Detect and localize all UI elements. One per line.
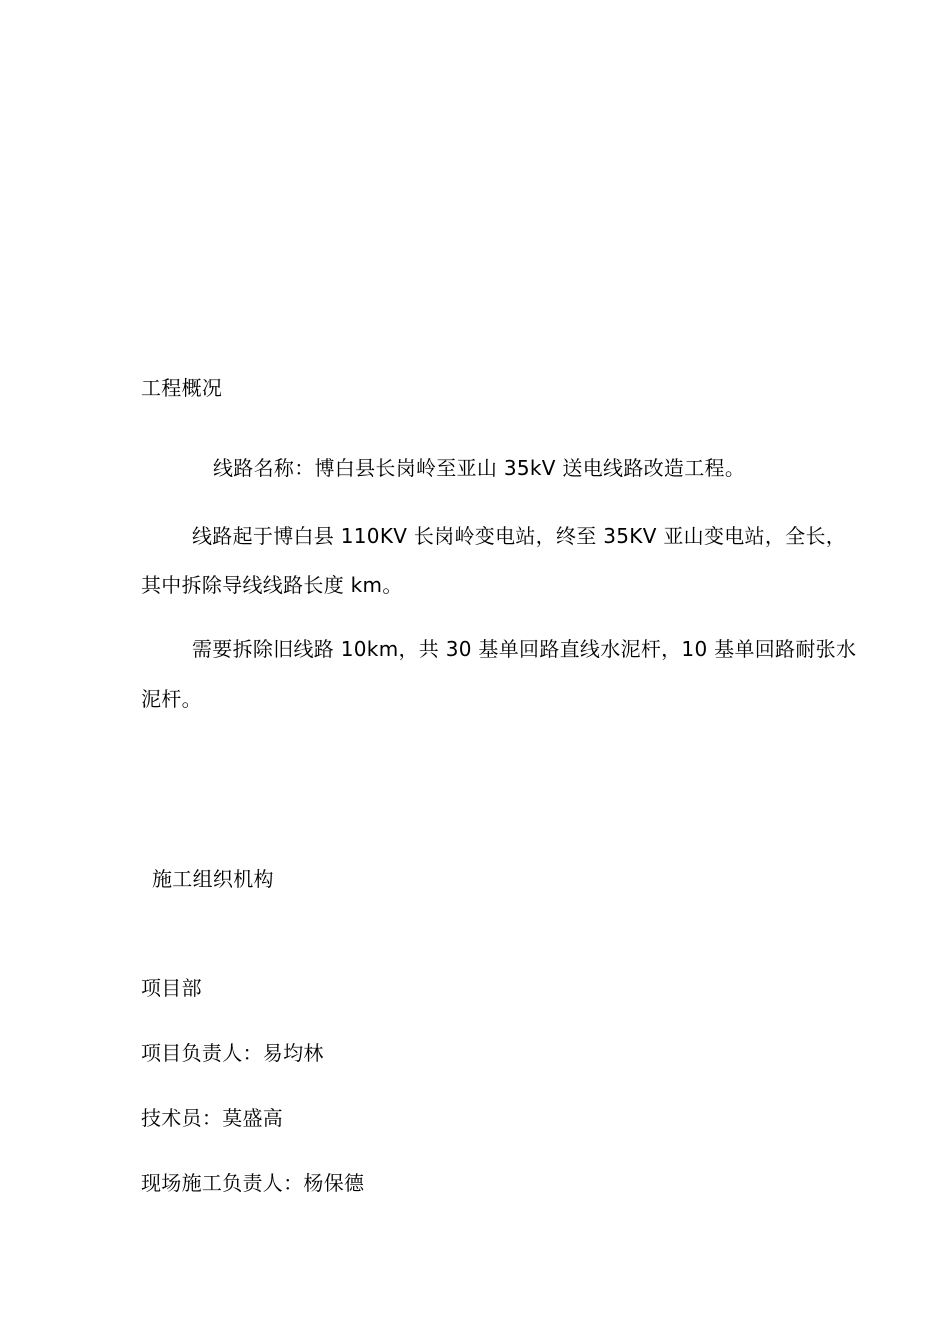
technician-text: 技术员：莫盛高: [141, 1106, 284, 1130]
section-heading-organization: 施工组织机构: [152, 867, 274, 891]
project-department-label: 项目部: [141, 976, 202, 1000]
route-paragraph-line-1: 线路起于博白县 110KV 长岗岭变电站，终至 35KV 亚山变电站，全长，: [192, 524, 847, 548]
project-manager-text: 项目负责人：易均林: [141, 1041, 324, 1065]
demolition-paragraph-line-1: 需要拆除旧线路 10km，共 30 基单回路直线水泥杆，10 基单回路耐张水: [192, 637, 857, 661]
section-heading-project-overview: 工程概况: [141, 376, 223, 400]
line-name-text: 线路名称：博白县长岗岭至亚山 35kV 送电线路改造工程。: [213, 456, 746, 480]
site-manager-text: 现场施工负责人：杨保德: [141, 1171, 365, 1195]
demolition-paragraph-line-2: 泥杆。: [141, 687, 202, 711]
route-paragraph-line-2: 其中拆除导线线路长度 km。: [141, 573, 403, 597]
